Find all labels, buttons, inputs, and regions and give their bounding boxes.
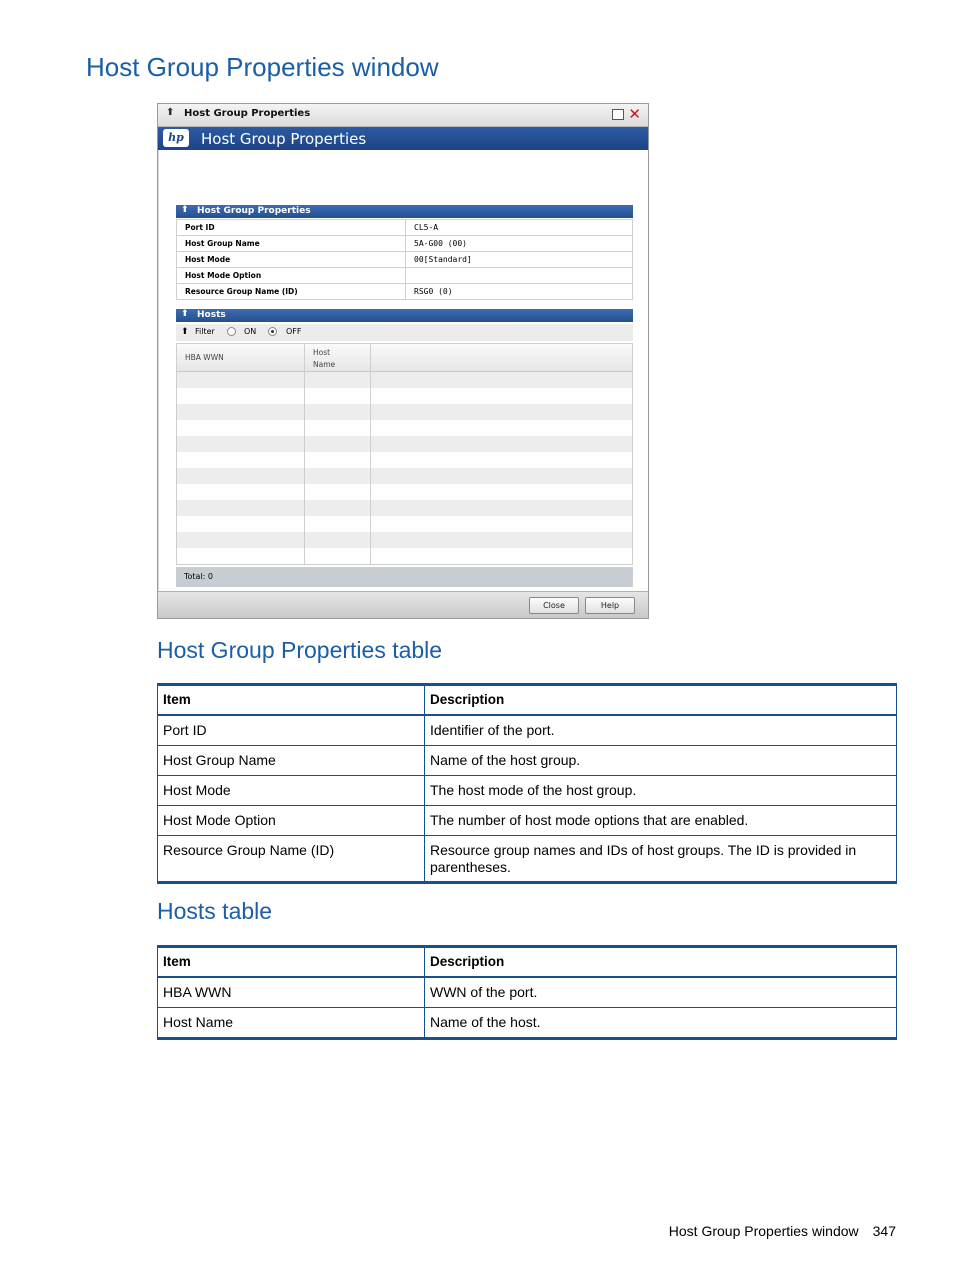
column-header-host-name[interactable]: Host Name: [313, 348, 336, 369]
hosts-table-heading: Hosts table: [157, 898, 273, 924]
host-group-properties-table: [157, 683, 897, 884]
table-header-row: [158, 685, 897, 716]
properties-panel-title: Host Group Properties: [197, 206, 311, 216]
maximize-icon[interactable]: [612, 109, 624, 120]
property-label: Host Mode Option: [177, 268, 406, 284]
description-cell: The number of host mode options that are enabled.: [425, 806, 897, 836]
page-footer: [669, 1223, 896, 1239]
description-cell: WWN of the port.: [425, 977, 897, 1008]
host-group-properties-window: [157, 103, 649, 619]
table-row: [158, 1008, 897, 1039]
table-row: [158, 977, 897, 1008]
properties-table: [176, 219, 633, 300]
item-cell: Host Mode Option: [158, 806, 425, 836]
filter-on-label: ON: [244, 327, 257, 336]
hosts-panel-header[interactable]: [176, 309, 633, 322]
property-value: [406, 268, 633, 284]
column-header-item: Item: [158, 947, 425, 978]
property-value: 00[Standard]: [406, 252, 633, 268]
table-header-row: [158, 947, 897, 978]
table-row: [158, 746, 897, 776]
property-value: 5A-G00 (00): [406, 236, 633, 252]
properties-panel-header[interactable]: [176, 205, 633, 218]
close-icon[interactable]: ✕: [628, 105, 641, 123]
window-titlebar: [158, 104, 648, 127]
column-header-description: Description: [425, 685, 897, 716]
hosts-grid-header: [177, 344, 632, 372]
filter-label: Filter: [195, 327, 215, 336]
section-title: Host Group Properties window: [86, 52, 439, 82]
item-cell: Resource Group Name (ID): [158, 836, 425, 883]
help-button[interactable]: Help: [585, 597, 635, 614]
description-cell: Identifier of the port.: [425, 715, 897, 746]
description-cell: The host mode of the host group.: [425, 776, 897, 806]
collapse-icon[interactable]: ⬆: [166, 107, 175, 118]
page-number: 347: [872, 1223, 896, 1239]
column-header-description: Description: [425, 947, 897, 978]
column-header-item: Item: [158, 685, 425, 716]
property-label: Host Mode: [177, 252, 406, 268]
property-label: Port ID: [177, 220, 406, 236]
property-value: RSG0 (0): [406, 284, 633, 300]
close-button[interactable]: Close: [529, 597, 579, 614]
collapse-icon[interactable]: ⬆: [181, 309, 189, 319]
filter-row: [176, 324, 633, 341]
filter-on-radio[interactable]: [227, 327, 236, 336]
table-row: [177, 220, 633, 236]
table-row: [177, 268, 633, 284]
table-row: [177, 252, 633, 268]
host-group-table-heading: Host Group Properties table: [157, 637, 443, 663]
footer-title: Host Group Properties window: [668, 1223, 859, 1239]
description-cell: Name of the host.: [425, 1008, 897, 1039]
table-row: [158, 806, 897, 836]
item-cell: Port ID: [158, 715, 425, 746]
hp-logo: hp: [163, 129, 189, 147]
item-cell: Host Group Name: [158, 746, 425, 776]
filter-off-radio[interactable]: [268, 327, 277, 336]
property-label: Resource Group Name (ID): [177, 284, 406, 300]
column-header-hba-wwn[interactable]: HBA WWN: [185, 353, 224, 362]
window-banner: [158, 127, 648, 150]
table-row: [158, 776, 897, 806]
hosts-panel-title: Hosts: [197, 310, 226, 320]
property-label: Host Group Name: [177, 236, 406, 252]
filter-expand-icon[interactable]: ⬆: [181, 327, 189, 337]
hosts-grid: [176, 343, 633, 565]
property-value: CL5-A: [406, 220, 633, 236]
window-button-bar: [158, 591, 648, 618]
divider: [158, 150, 159, 590]
item-cell: HBA WWN: [158, 977, 425, 1008]
window-title: Host Group Properties: [184, 108, 311, 119]
table-row: [177, 284, 633, 300]
item-cell: Host Name: [158, 1008, 425, 1039]
collapse-icon[interactable]: ⬆: [181, 205, 189, 215]
banner-title: Host Group Properties: [201, 130, 367, 148]
table-row: [158, 715, 897, 746]
table-row: [177, 236, 633, 252]
total-count: Total: 0: [184, 572, 214, 581]
hosts-table: [157, 945, 897, 1040]
total-bar: [176, 567, 633, 587]
item-cell: Host Mode: [158, 776, 425, 806]
description-cell: Name of the host group.: [425, 746, 897, 776]
filter-off-label: OFF: [286, 327, 302, 336]
description-cell: Resource group names and IDs of host groups. The ID is provided in parentheses.: [425, 836, 897, 883]
table-row: [158, 836, 897, 883]
